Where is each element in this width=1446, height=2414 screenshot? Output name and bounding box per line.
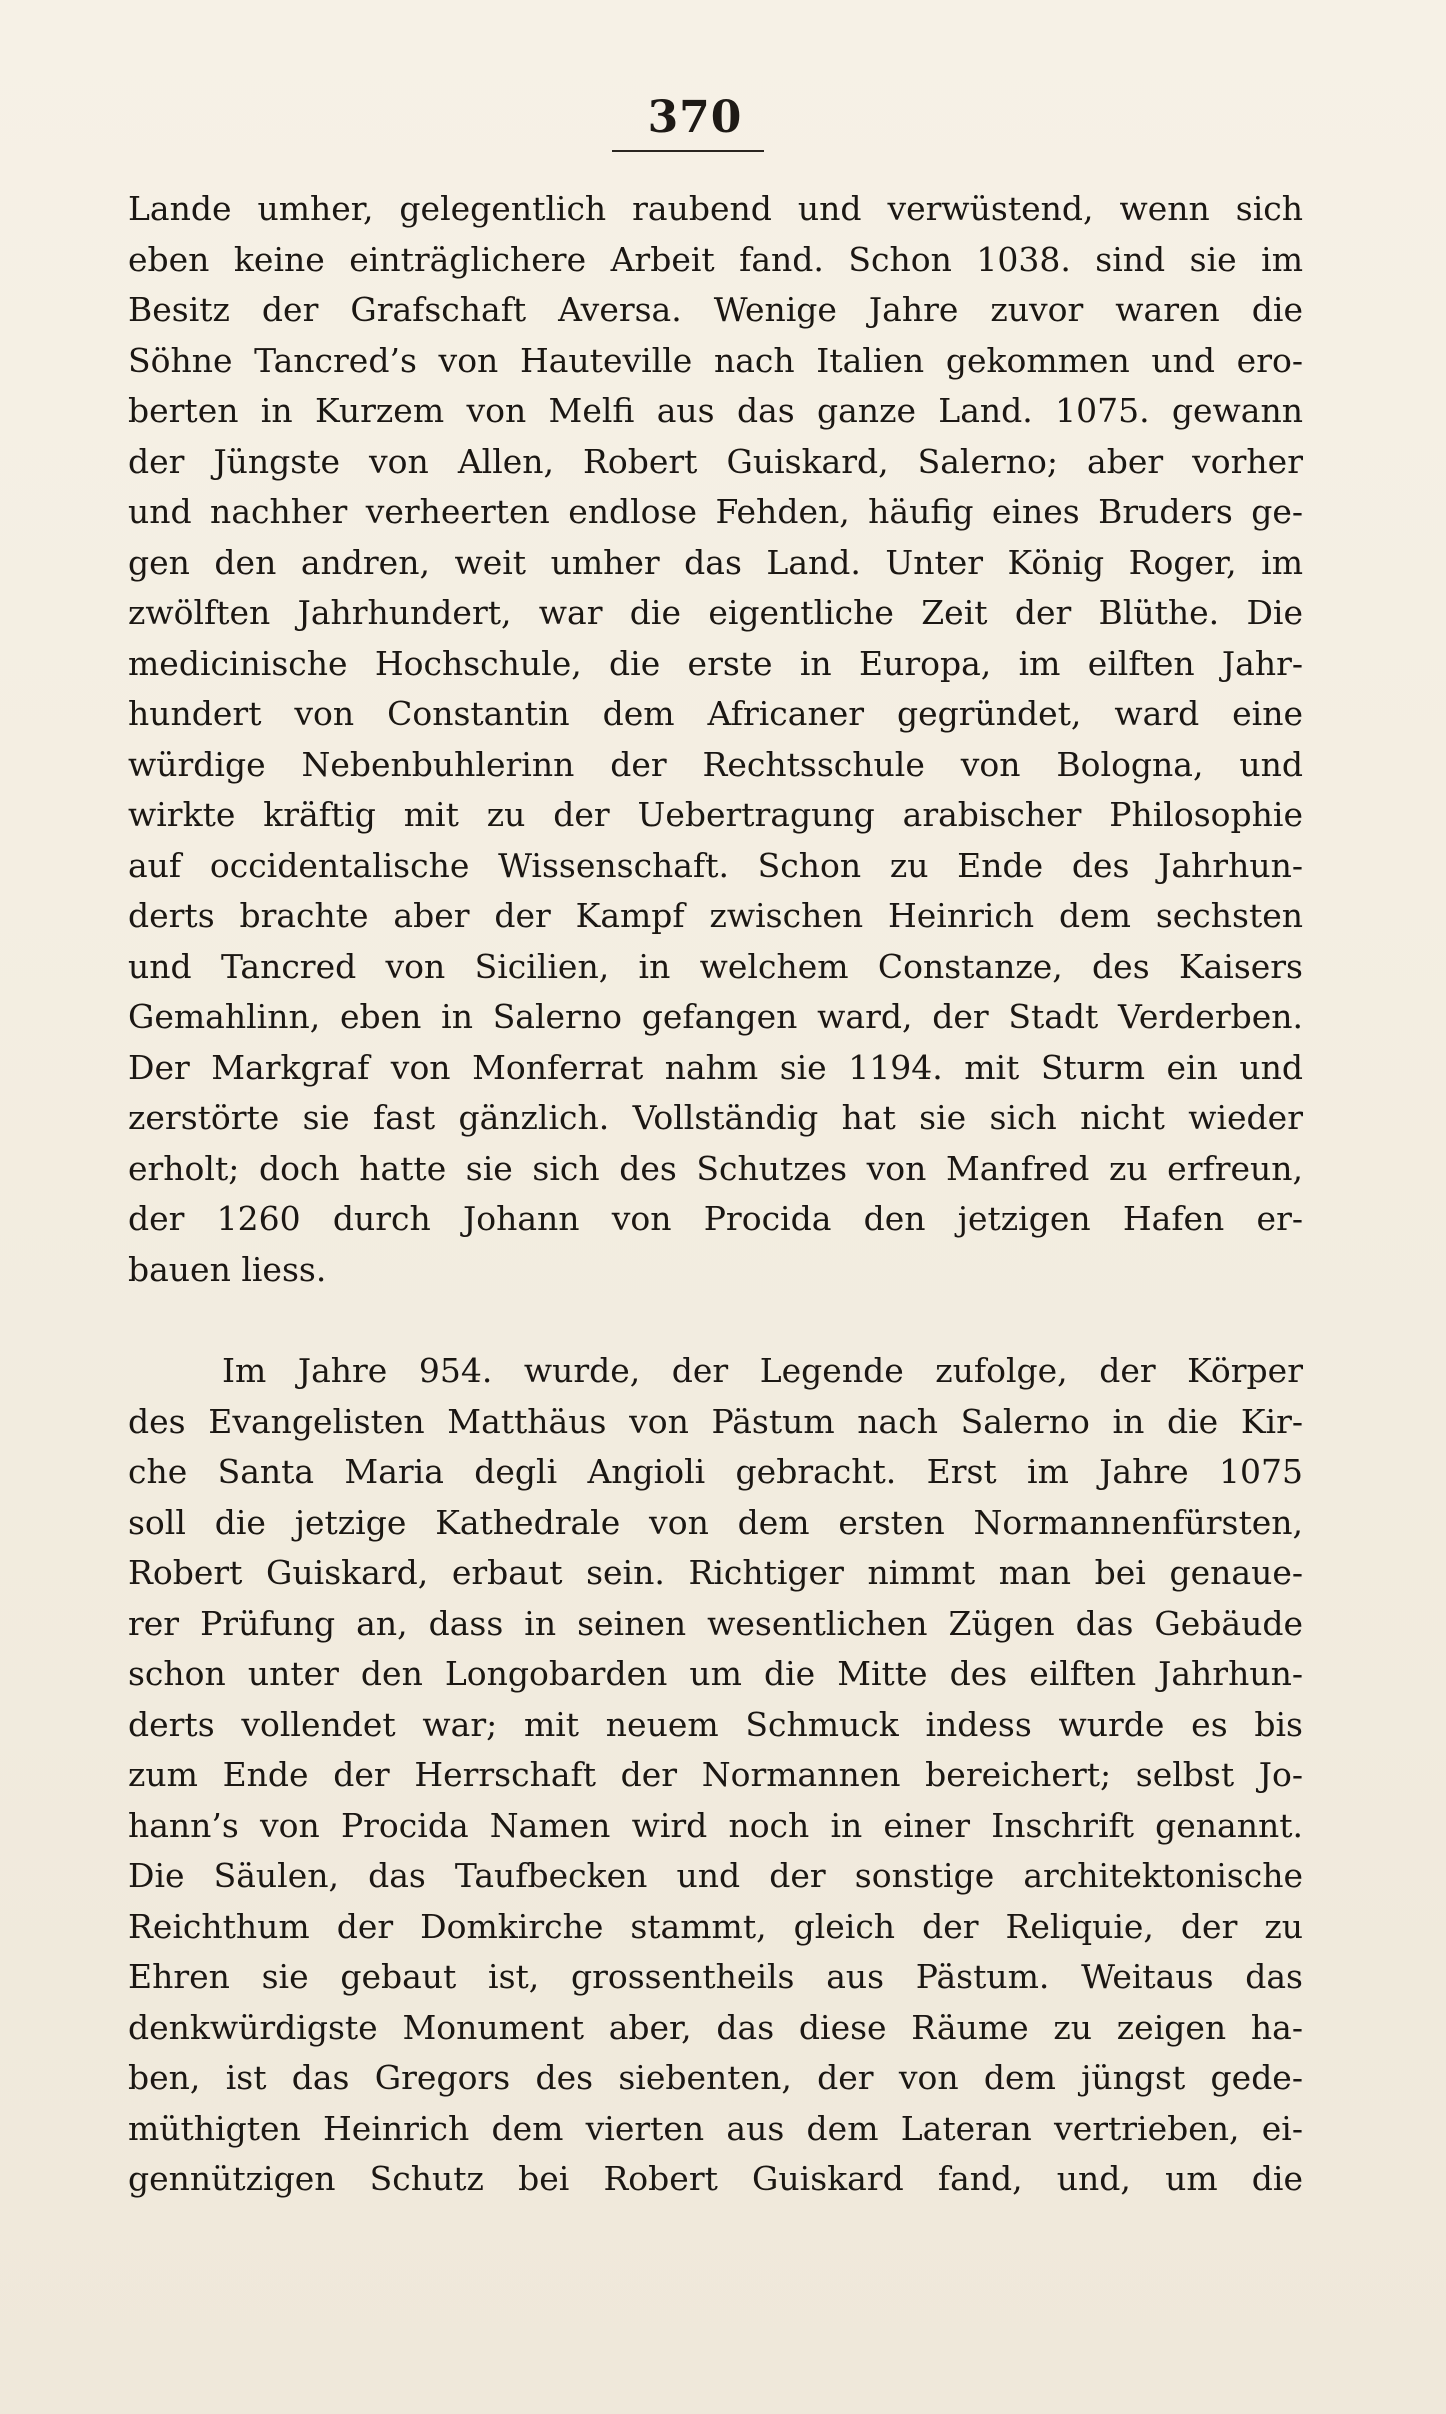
text-line: bauen liess.	[128, 1249, 327, 1289]
text-line: Gemahlinn, eben in Salerno gefangen ward, der Stadt Verderben.	[128, 997, 1303, 1036]
text-line: rer Prüfung an, dass in seinen wesentlichen Zügen das Gebäude	[128, 1603, 1303, 1643]
text-line: ben, ist das Gregors des siebenten, der von dem jüngst gede-	[128, 2058, 1303, 2097]
text-line: Ehren sie gebaut ist, grossentheils aus Pästum. Weitaus das	[128, 1957, 1303, 1996]
text-line: der 1260 durch Johann von Procida den jetzigen Hafen er-	[128, 1199, 1303, 1238]
text-line: hundert von Constantin dem Africaner gegründet, ward eine	[128, 694, 1303, 733]
paragraph-2	[128, 1346, 1303, 2205]
text-line: erholt; doch hatte sie sich des Schutzes von Manfred zu erfreun,	[128, 1148, 1303, 1188]
text-line: derts brachte aber der Kampf zwischen Heinrich dem sechsten	[128, 896, 1303, 935]
text-line: schon unter den Longobarden um die Mitte des eilften Jahrhun-	[128, 1654, 1303, 1693]
text-line: Robert Guiskard, erbaut sein. Richtiger nimmt man bei genaue-	[128, 1553, 1303, 1592]
text-line: Söhne Tancred’s von Hauteville nach Italien gekommen und ero-	[128, 340, 1303, 380]
text-line: derts vollendet war; mit neuem Schmuck indess wurde es bis	[128, 1704, 1303, 1744]
text-line: Im Jahre 954. wurde, der Legende zufolge, der Körper	[222, 1351, 1303, 1390]
text-line: berten in Kurzem von Melfi aus das ganze Land. 1075. gewann	[128, 391, 1303, 430]
text-line: Die Säulen, das Taufbecken und der sonstige architektonische	[128, 1856, 1303, 1895]
page-number: 370	[647, 92, 743, 143]
text-line: gennützigen Schutz bei Robert Guiskard fand, und, um die	[128, 2159, 1303, 2198]
text-line: Besitz der Grafschaft Aversa. Wenige Jahre zuvor waren die	[128, 290, 1303, 329]
text-line: zerstörte sie fast gänzlich. Vollständig hat sie sich nicht wieder	[128, 1098, 1303, 1137]
text-line: würdige Nebenbuhlerinn der Rechtsschule von Bologna, und	[128, 744, 1303, 784]
text-line: zwölften Jahrhundert, war die eigentliche Zeit der Blüthe. Die	[128, 593, 1303, 632]
text-line: denkwürdigste Monument aber, das diese Räume zu zeigen ha-	[128, 2007, 1303, 2047]
text-line: medicinische Hochschule, die erste in Europa, im eilften Jahr-	[128, 643, 1303, 683]
text-line: hann’s von Procida Namen wird noch in einer Inschrift genannt.	[128, 1805, 1303, 1845]
text-line: gen den andren, weit umher das Land. Unter König Roger, im	[128, 542, 1303, 582]
text-line: zum Ende der Herrschaft der Normannen bereichert; selbst Jo-	[128, 1755, 1303, 1794]
text-line: des Evangelisten Matthäus von Pästum nach Salerno in die Kir-	[128, 1401, 1303, 1441]
text-line: auf occidentalische Wissenschaft. Schon zu Ende des Jahrhun-	[128, 845, 1303, 885]
text-line: che Santa Maria degli Angioli gebracht. Erst im Jahre 1075	[128, 1452, 1303, 1491]
text-line: und nachher verheerten endlose Fehden, häufig eines Bruders ge-	[128, 492, 1303, 531]
text-line: der Jüngste von Allen, Robert Guiskard, Salerno; aber vorher	[128, 441, 1303, 481]
text-line: müthigten Heinrich dem vierten aus dem Lateran vertrieben, ei-	[128, 2108, 1303, 2148]
text-line: Der Markgraf von Monferrat nahm sie 1194. mit Sturm ein und	[128, 1047, 1303, 1087]
page-number-rule	[612, 150, 764, 152]
text-line: Lande umher, gelegentlich raubend und verwüstend, wenn sich	[128, 189, 1303, 228]
text-line: Reichthum der Domkirche stammt, gleich der Reliquie, der zu	[128, 1906, 1303, 1946]
text-line: wirkte kräftig mit zu der Uebertragung arabischer Philosophie	[128, 795, 1303, 834]
paragraph-1	[128, 184, 1303, 1295]
text-line: eben keine einträglichere Arbeit fand. Schon 1038. sind sie im	[128, 239, 1303, 279]
text-line: soll die jetzige Kathedrale von dem ersten Normannenfürsten,	[128, 1502, 1303, 1542]
text-line: und Tancred von Sicilien, in welchem Constanze, des Kaisers	[128, 946, 1303, 986]
